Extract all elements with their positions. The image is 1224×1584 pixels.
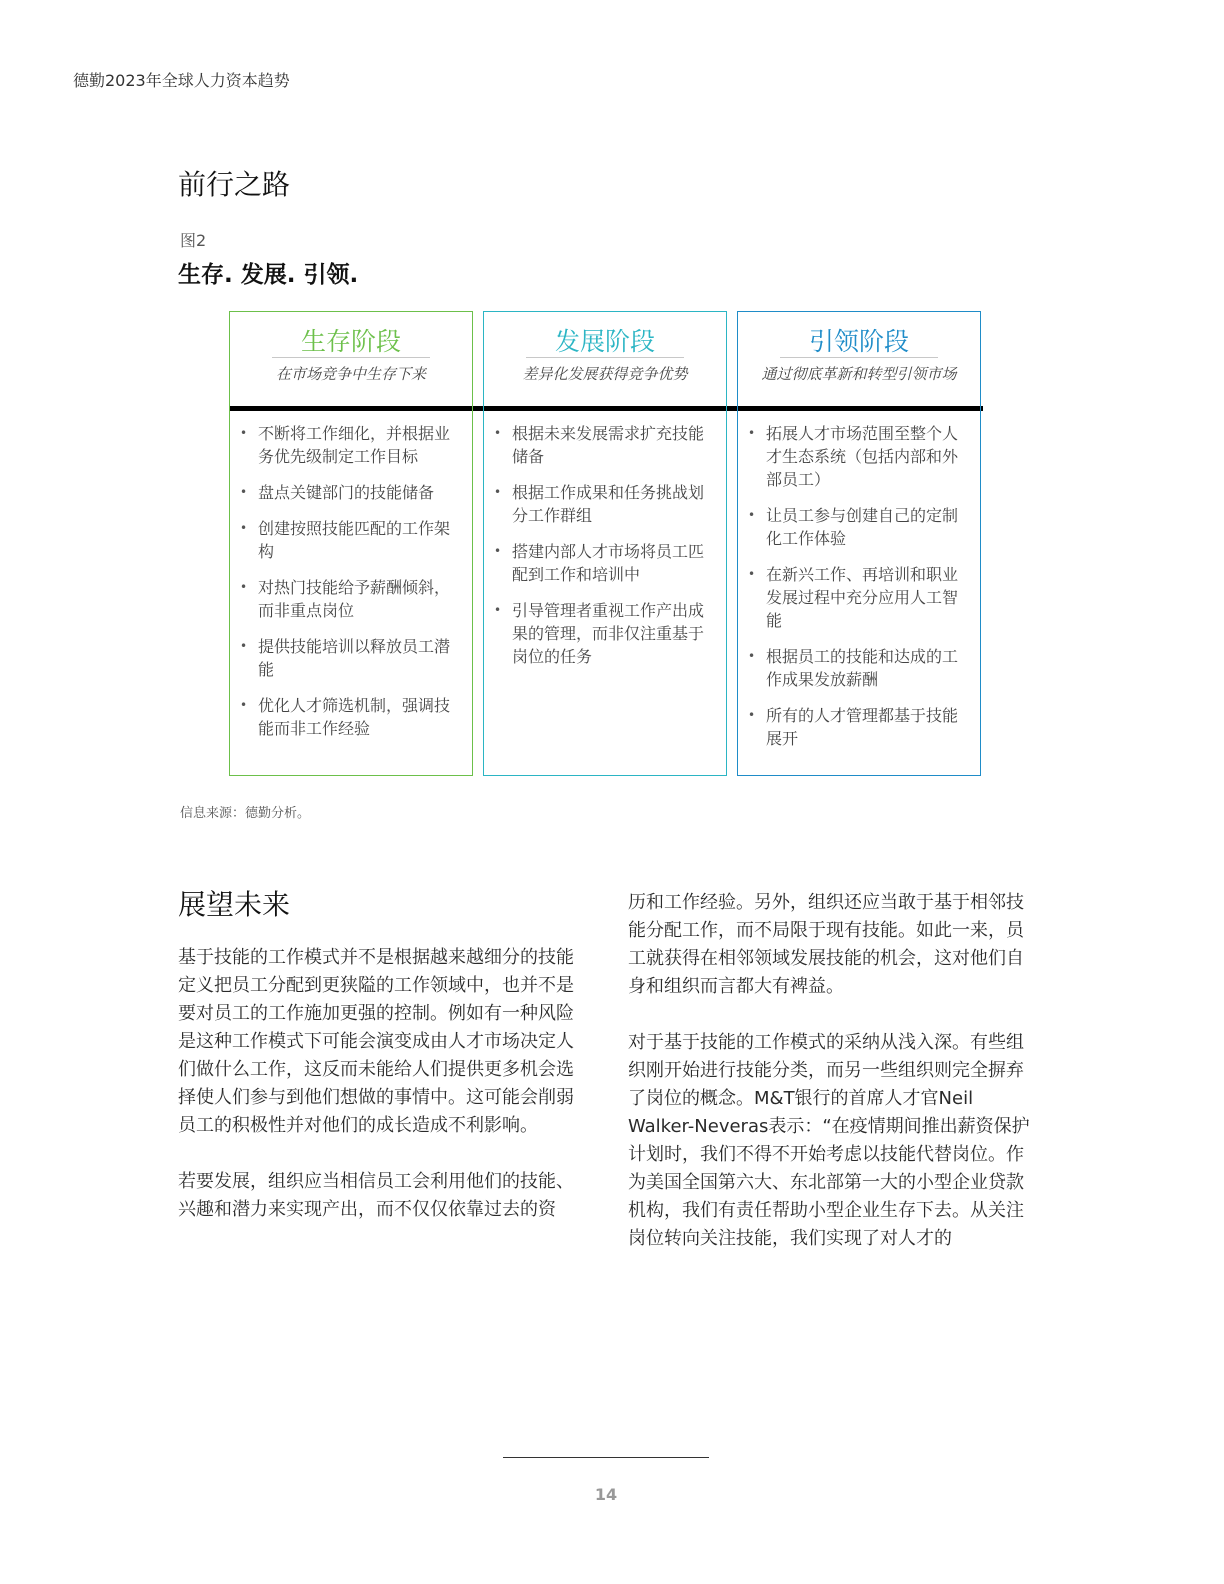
stage-list-item [490,540,718,586]
stage-list-item-text: 根据员工的技能和达成的工作成果发放薪酬 [766,647,959,689]
stage-list-item [236,517,464,563]
bullet-icon: • [748,426,756,440]
stage-list [744,422,972,763]
stage-list-item-text: 根据未来发展需求扩充技能储备 [512,424,705,466]
running-header: 德勤2023年全球人力资本趋势 [73,71,290,90]
stage-list-item-text: 创建按照技能匹配的工作架构 [258,519,451,561]
paragraph: 历和工作经验。另外，组织还应当敢于基于相邻技能分配工作，而不局限于现有技能。如此一来，员工就获得在相邻领域发展技能的机会，这对他们自身和组织而言都大有裨益。 [628,892,1024,997]
section2-title: 展望未来 [178,888,291,921]
stage-list-item-text: 不断将工作细化，并根据业务优先级制定工作目标 [258,424,451,466]
stage-list-item-text: 盘点关键部门的技能储备 [258,483,435,502]
stage-lead [737,311,981,776]
stage-name: 发展阶段 [554,327,655,356]
figure-source: 信息来源：德勤分析。 [180,806,311,821]
stage-rule [526,357,684,358]
stage-list-item-text: 根据工作成果和任务挑战划分工作群组 [512,483,705,525]
stage-list-item [236,422,464,468]
stage-list-item-text: 对热门技能给予薪酬倾斜，而非重点岗位 [258,578,451,620]
stage-subtitle: 差异化发展获得竞争优势 [522,365,688,383]
bullet-icon: • [494,426,502,440]
bullet-icon: • [240,485,248,499]
stage-list [490,422,718,681]
stage-list-item [744,422,972,491]
section-title: 前行之路 [178,168,291,201]
bullet-icon: • [494,603,502,617]
stages-figure [229,311,983,777]
stage-develop [483,311,727,776]
stage-list-item [490,422,718,468]
stage-list-item [490,599,718,668]
body-column-right [628,889,1038,1281]
stage-rule [272,357,430,358]
stage-list-item-text: 引导管理者重视工作产出成果的管理，而非仅注重基于岗位的任务 [512,601,705,666]
bullet-icon: • [240,639,248,653]
stage-list-item [744,504,972,550]
stage-list-item-text: 提供技能培训以释放员工潜能 [258,637,451,679]
stage-rule [780,357,938,358]
bullet-icon: • [494,544,502,558]
stage-list-item [236,576,464,622]
stage-list-item [236,481,464,504]
stage-survive [229,311,473,776]
stage-list-item-text: 拓展人才市场范围至整个人才生态系统（包括内部和外部员工） [766,424,959,489]
stage-list-item [744,645,972,691]
stage-subtitle: 在市场竞争中生存下来 [275,365,426,383]
bullet-icon: • [748,508,756,522]
stage-name: 生存阶段 [300,327,401,356]
stage-list-item-text: 让员工参与创建自己的定制化工作体验 [766,506,959,548]
stage-list [236,422,464,753]
paragraph: 若要发展，组织应当相信员工会利用他们的技能、兴趣和潜力来实现产出，而不仅仅依靠过去的资 [178,1171,574,1220]
bullet-icon: • [748,649,756,663]
stage-name: 引领阶段 [808,327,909,356]
bullet-icon: • [240,521,248,535]
stage-list-item-text: 优化人才筛选机制，强调技能而非工作经验 [258,696,451,738]
bullet-icon: • [240,426,248,440]
stage-list-item-text: 所有的人才管理都基于技能展开 [766,706,959,748]
bullet-icon: • [240,580,248,594]
bullet-icon: • [748,567,756,581]
stage-list-item [236,635,464,681]
stage-list-item-text: 在新兴工作、再培训和职业发展过程中充分应用人工智能 [766,565,959,630]
body-column-left [178,944,578,1252]
stage-list-item [236,694,464,740]
stage-list-item [744,563,972,632]
stage-list-item-text: 搭建内部人才市场将员工匹配到工作和培训中 [512,542,705,584]
paragraph: 基于技能的工作模式并不是根据越来越细分的技能定义把员工分配到更狭隘的工作领域中，也并不是要对员工的工作施加更强的控制。例如有一种风险是这种工作模式下可能会演变成由人才市场决定人们做什么工作，这反而未能给人们提供更多机会选择使人们参与到他们想做的事情中。这可能会削弱员工的积极性并对他们的成长造成不利影响。 [178,947,574,1136]
page-number: 14 [594,1485,618,1504]
stage-subtitle: 通过彻底革新和转型引领市场 [761,365,957,383]
stage-list-item [490,481,718,527]
figure-title: 生存. 发展. 引领. [178,262,359,288]
bullet-icon: • [240,698,248,712]
footer-rule [503,1457,709,1458]
bullet-icon: • [494,485,502,499]
stage-list-item [744,704,972,750]
figure-label: 图2 [180,231,207,250]
bullet-icon: • [748,708,756,722]
paragraph: 对于基于技能的工作模式的采纳从浅入深。有些组织刚开始进行技能分类，而另一些组织则完全摒弃了岗位的概念。M&T银行的首席人才官Neil Walker-Neveras表示：“在疫情期间推出薪资保护计划时，我们不得不开始考虑以技能代替岗位。作为美国全国第六大、东北部第一大的小型企业贷款机构，我们有责任帮助小型企业生存下去。从关注岗位转向关注技能，我们实现了对人才的 [628,1032,1030,1249]
